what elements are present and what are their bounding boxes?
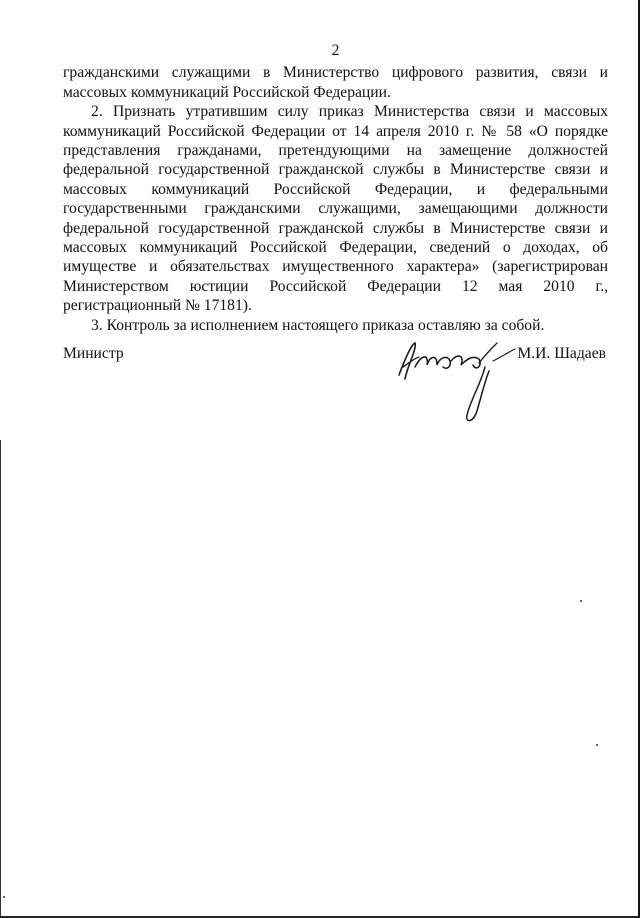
signatory-name: М.И. Шадаев <box>517 345 606 362</box>
handwritten-signature <box>393 337 523 427</box>
paragraph-continuation: гражданскими служащими в Министерство цифрового развития, связи и массовых коммуникаций Российской Федерации. <box>63 64 608 101</box>
document-body <box>63 41 608 335</box>
page-number: 2 <box>331 42 340 59</box>
paragraph-item-2: 2. Признать утратившим силу приказ Министерства связи и массовых коммуникаций Российской Федерации от 14 апреля 2010 г. № 58 «О порядке представления гражданами, претендующими на замещение должностей федеральной государственной гражданской службы в Министерстве связи и массовых коммуникаций Российской Федерации, и федеральными государственными гражданскими служащими, замещающими должности федеральной государственной гражданской службы в Министерстве связи и массовых коммуникаций Российской Федерации, сведений о доходах, об имуществе и обязательствах имущественного характера» (зарегистрирован Министерством юстиции Российской Федерации 12 мая 2010 г., регистрационный № 17181). <box>63 103 608 315</box>
signature-block <box>63 345 608 435</box>
scan-speck <box>3 896 5 898</box>
paragraph-item-3: 3. Контроль за исполнением настоящего приказа оставляю за собой. <box>91 316 545 334</box>
signatory-title: Министр <box>63 345 124 362</box>
scan-speck <box>596 744 598 746</box>
scan-edge-left <box>0 440 1 918</box>
scan-speck <box>580 600 582 602</box>
